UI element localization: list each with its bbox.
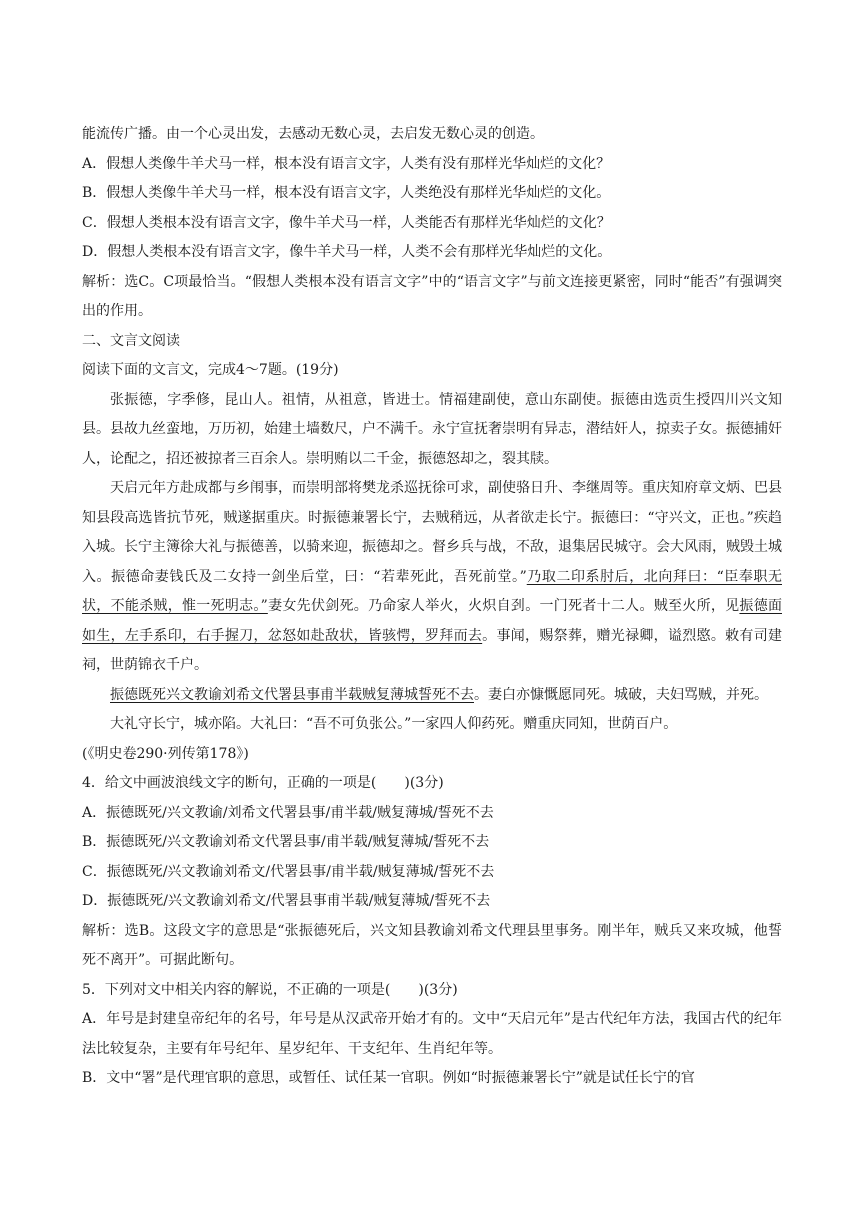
passage-paragraph-2	[82, 474, 782, 681]
passage-paragraph-3	[82, 681, 782, 711]
passage-p2-text-a: 天启元年方赴成都与乡闱事，而崇明部将樊龙杀巡抚徐可求，副使骆日升、李继周等。重庆知府章文炳、巴县知县段高选皆抗节死，贼遂据重庆。时振德兼署长宁，去贼稍远，从者欲走长宁。振德曰：“守兴文，正也。”疾趋入城。长宁主簿徐大礼与振德善，以骑来迎，振德却之。督乡兵与战，不敌，退集居民城守。会大风雨，贼毁土城入。振德命妻钱氏及二女持一剑坐后堂，曰：“若辈死此，吾死前堂。”	[82, 480, 782, 585]
q3-option-a: A．假想人类像牛羊犬马一样，根本没有语言文字，人类有没有那样光华灿烂的文化？	[82, 155, 611, 172]
q5-stem: 5．下列对文中相关内容的解说，不正确的一项是( )(3分)	[82, 981, 458, 998]
q4-stem: 4．给文中画波浪线文字的断句，正确的一项是( )(3分)	[82, 775, 444, 791]
q4-analysis: 解析：选B。这段文字的意思是“张振德死后，兴文知县教谕刘希文代理县里事务。刚半年，贼兵又来攻城，他誓死不离开”。可据此断句。	[82, 922, 782, 968]
q3-passage-tail: 能流传广播。由一个心灵出发，去感动无数心灵，去启发无数心灵的创造。	[82, 126, 544, 142]
q3-option-d: D．假想人类根本没有语言文字，像牛羊犬马一样，人类不会有那样光华灿烂的文化。	[82, 244, 612, 260]
q3-option-b: B．假想人类像牛羊犬马一样，根本没有语言文字，人类绝没有那样光华灿烂的文化。	[82, 185, 611, 201]
passage-p3-rest: 。妻白亦慷慨愿同死。城破，夫妇骂贼，并死。	[474, 686, 768, 703]
q3-analysis: 解析：选C。C项最恰当。“假想人类根本没有语言文字”中的“语言文字”与前文连接更紧密，同时“能否”有强调突出的作用。	[82, 273, 782, 319]
q3-option-c: C．假想人类根本没有语言文字，像牛羊犬马一样，人类能否有那样光华灿烂的文化？	[82, 214, 611, 231]
q4-option-b: B．振德既死/兴文教谕刘希文代署县事/甫半载/贼复薄城/誓死不去	[82, 834, 490, 850]
q4-option-a: A．振德既死/兴文教谕/刘希文代署县事/甫半载/贼复薄城/誓死不去	[82, 804, 494, 821]
wavy-underlined-sentence: 振德既死兴文教谕刘希文代署县事甫半载贼复薄城誓死不去	[110, 686, 474, 703]
underlined-sentence-2: 振德面如生，左手系印，右手握刀，忿怒如赴敌状，皆骇愕，罗拜而去	[82, 598, 782, 644]
passage-p2-text-b: 妻女先伏剑死。乃命家人举火，火炽自刭。一门死者十二人。贼至火所，见	[267, 598, 740, 614]
q5-option-b: B．文中“署”是代理官职的意思，或暂任、试任某一官职。例如“时振德兼署长宁”就是试任长宁的官	[82, 1070, 695, 1086]
passage-paragraph-4: 大礼守长宁，城亦陷。大礼曰：“吾不可负张公。”一家四人仰药死。赠重庆同知，世荫百户。	[110, 716, 678, 732]
passage-p2-text-c: 。事闻，赐祭葬，赠光禄卿，谥烈愍。敕有司建祠，世荫锦衣千户。	[82, 627, 783, 673]
section-heading: 二、文言文阅读	[82, 332, 180, 349]
passage-source: (《明史卷290·列传第178》)	[82, 745, 249, 762]
passage-paragraph-1: 张振德，字季修，昆山人。祖情，从祖意，皆进士。情福建副使，意山东副使。振德由选贡生授四川兴文知县。县故九丝蛮地，万历初，始建土墙数尺，户不满千。永宁宣抚奢崇明有异志，潜结奸人，掠卖子女。振德捕奸人，论配之，招还被掠者三百余人。崇明贿以二千金，振德怒却之，裂其牍。	[82, 391, 782, 467]
q4-option-c: C．振德既死/兴文教谕刘希文/代署县事/甫半载/贼复薄城/誓死不去	[82, 863, 495, 880]
section-instruction: 阅读下面的文言文，完成4～7题。(19分)	[82, 362, 339, 378]
underlined-sentence-1: 乃取二印系肘后，北向拜曰：“臣奉职无状，不能杀贼，惟一死明志。”	[82, 568, 782, 614]
document-page	[82, 120, 782, 1094]
q4-option-d: D．振德既死/兴文教谕刘希文/代署县事甫半载/贼复薄城/誓死不去	[82, 893, 491, 909]
q5-option-a: A．年号是封建皇帝纪年的名号，年号是从汉武帝开始才有的。文中“天启元年”是古代纪年方法，我国古代的纪年法比较复杂，主要有年号纪年、星岁纪年、干支纪年、生肖纪年等。	[82, 1011, 782, 1057]
